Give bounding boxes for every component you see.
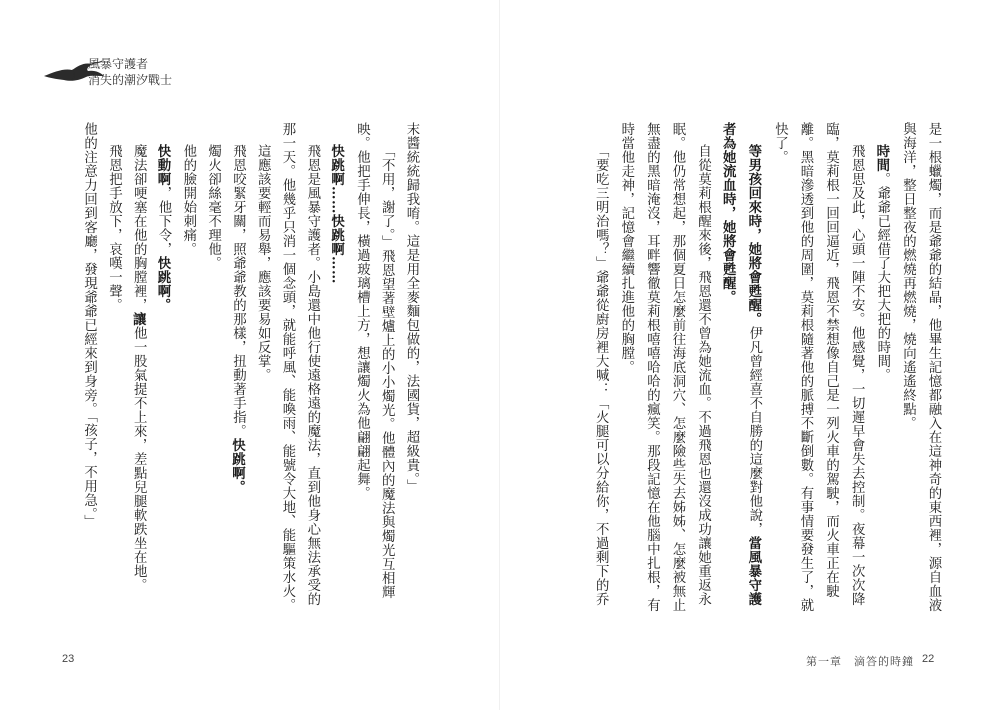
text-column: [745, 144, 763, 606]
text-column: [719, 122, 737, 304]
body-text: 。爺爺已經借了大把大把的時間。: [874, 172, 890, 382]
body-text: 自從莫莉根醒來後，飛恩還不曾為她流血。不過飛恩也還沒成功讓她重返永: [695, 144, 711, 606]
text-column: [179, 144, 197, 256]
emphasis-text: 快跳啊。: [155, 256, 171, 312]
text-column: [668, 122, 686, 612]
emphasis-text: 等男孩回來時，她將會甦醒。: [745, 144, 762, 326]
text-column: [278, 122, 296, 612]
page-number-left: 23: [62, 653, 75, 665]
text-column: [80, 122, 98, 529]
body-text: 飛恩是風暴守護者。小島還中他行使遠格遠的魔法，直到他身心無法承受的: [304, 144, 320, 606]
emphasis-text: 讓: [130, 312, 147, 326]
series-title: 風暴守護者: [88, 57, 149, 71]
text-column: [154, 144, 172, 312]
text-column: [924, 122, 942, 612]
text-column: [104, 144, 122, 312]
text-column: [402, 122, 420, 493]
emphasis-text: 時間: [873, 144, 890, 172]
body-text: 眠。他仍常想起，那個夏日怎麼前往海底洞穴、怎麼險些失去姊姊、怎麼被無止: [670, 122, 685, 612]
page-number-right: 22: [922, 653, 935, 665]
body-text: 這應該要輕而易舉，應該要易如反掌。: [255, 144, 271, 382]
body-text: 魔法卻哽塞在他的胸膛裡，: [131, 144, 147, 312]
body-text: 他的注意力回到客廳，發現爺爺已經來到身旁。「孩子，不用急。」: [81, 122, 97, 529]
body-text: 「要吃三明治嗎？」爺爺從廚房裡大喊：「火腿可以分給你，不過剩下的乔: [593, 144, 609, 606]
body-text: 與海洋，整日整夜的燃燒再燃燒，燒向遙遙終點。: [900, 122, 916, 430]
text-column: [642, 122, 660, 612]
chapter-label: 第一章 滴答的時鐘: [806, 656, 914, 668]
text-column: [617, 122, 635, 374]
body-text: 他一股氣提不上來，差點兒腿軟跌坐在地。: [131, 326, 147, 592]
body-text: 那一天。他幾乎只消一個念頭，就能呼風、能喚雨、能號令大地、能驅策水火。: [280, 122, 295, 612]
text-column: [303, 144, 321, 606]
text-column: [847, 144, 865, 606]
body-text: 是一根蠟燭，而是爺爺的結晶，他畢生記憶都融入在這神奇的東西裡，源自血液: [926, 122, 941, 612]
text-column: [591, 144, 609, 606]
text-column: [129, 144, 147, 592]
book-title: 消失的潮汐戰士: [88, 73, 173, 87]
text-column: [770, 122, 788, 164]
emphasis-text: 快跳啊。: [229, 438, 246, 494]
text-column: [204, 144, 222, 270]
body-text: 快了。: [772, 122, 788, 164]
body-text: 臨，莫莉根一回回逼近，飛恩不禁想像自己是一列火車的駕駛，而火車正在駛: [823, 122, 839, 598]
text-column: [328, 144, 346, 284]
text-column: [228, 144, 246, 494]
body-text: 「不用，謝了。」飛恩望著壁爐上的小小燭光。他體內的魔法與燭光互相輝: [379, 144, 395, 600]
emphasis-text: 快動啊: [155, 144, 171, 186]
text-column: [694, 144, 712, 606]
emphasis-text: 者為她流血時，她將會甦醒。: [720, 122, 737, 304]
body-text: 末醬統統歸我唷。這是用全麥麵包做的，法國貨，超級貴。」: [404, 122, 419, 494]
body-text: ，他下令，: [156, 186, 171, 256]
emphasis-text: 快跳啊……快跳啊……: [328, 144, 345, 284]
body-text: 映。他把手伸長，橫過玻璃槽上方，想讓燭火為他翩翩起舞。: [354, 122, 370, 500]
body-text: 飛恩咬緊牙關，照爺爺教的那樣，扭動著手指。: [230, 144, 246, 438]
body-text: 他的臉開始刺痛。: [180, 144, 196, 256]
text-column: [352, 122, 370, 500]
body-text: 伊凡曾經喜不自勝的這麼對他說，: [746, 326, 762, 536]
text-column: [377, 144, 395, 599]
body-text: 時當他走神，記憶會繼續扎進他的胸膛。: [618, 122, 634, 374]
text-column: [898, 122, 916, 430]
body-text: 飛恩把手放下，哀嘆一聲。: [106, 144, 122, 312]
text-column: [253, 144, 271, 382]
body-text: 飛恩思及此，心頭一陣不安。他感覺，一切遲早會失去控制。夜幕一次次降: [849, 144, 865, 606]
body-text: 無盡的黑暗淹沒，耳畔響徹莫莉根嘻嘻哈哈的瘋笑。那段記憶在他腦中扎根，有: [644, 122, 660, 612]
text-column: [796, 122, 814, 612]
text-column: [822, 122, 840, 598]
text-column: [873, 144, 891, 382]
body-text: 離。黑暗滲透到他的周圍，莫莉根隨著他的脈搏不斷倒數。有事情要發生了，就: [798, 122, 813, 612]
body-text: 燭火卻絲毫不理他。: [205, 144, 221, 270]
page-gutter: [499, 0, 500, 710]
emphasis-text: 當風暴守護: [745, 536, 762, 606]
running-header: [88, 56, 172, 88]
